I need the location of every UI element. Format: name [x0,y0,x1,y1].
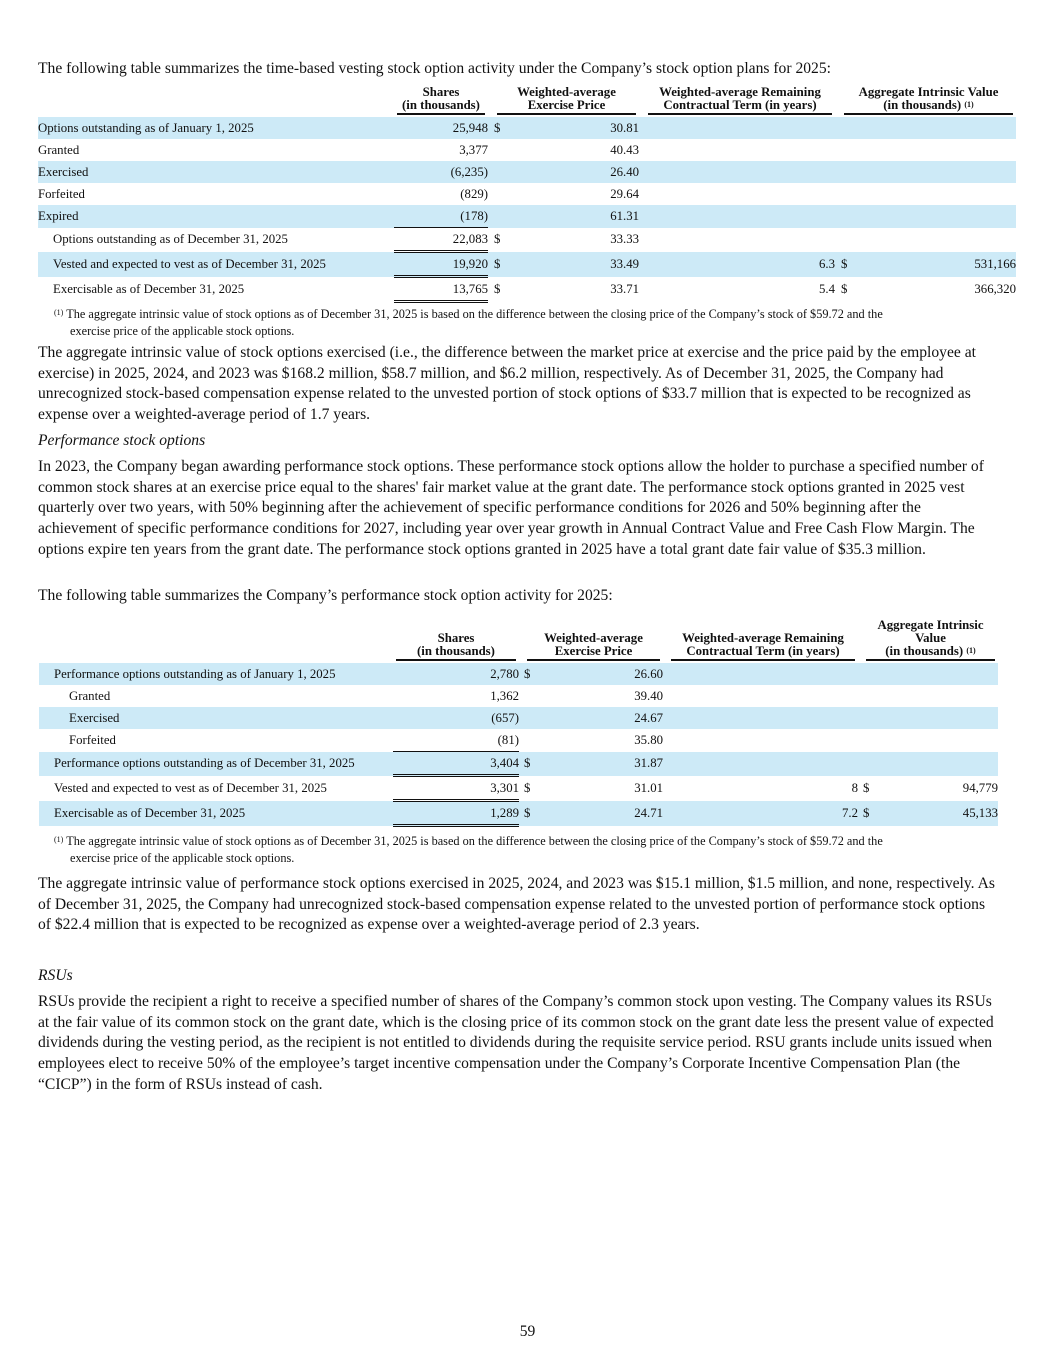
col-header-intrinsic-value: Aggregate Intrinsic Value (in thousands) $^{(1)}$ [863,619,998,663]
paragraph-options-exercised: The aggregate intrinsic value of stock options exercised (i.e., the difference between the market price at exercise and the price paid by the employee at exercise) in 2025, 2024, and 2023 was $168.2 million, $58.7 million, and $6.2 million, respectively. As of December 31, 2025, the Company had unrecognized stock-based compensation expense related to the unvested portion of stock options of $33.7 million that is expected to be recognized as expense over a weighted-average period of 1.7 years. [38,344,976,424]
col-header-intrinsic-value: Aggregate Intrinsic Value (in thousands) $^{(1)}$ [841,86,1016,117]
table-row: Granted 1,362 39.40 [69,688,663,703]
col-header-remaining-term: Weighted-average Remaining Contractual Term (in years) [668,619,858,663]
performance-options-table [39,619,998,827]
table-row: Options outstanding as of January 1, 2025 25,948 $ 30.81 [38,117,1016,139]
table-row: Performance options outstanding as of December 31, 2025 3,404 $ 31.87 [39,752,998,776]
table1-footnote: $^{(1)}$ The aggregate intrinsic value of stock options as of December 31, 2025 is based on the difference between the closing price of the Company’s stock of $59.72 and the exercise price of the applicable stock options. [54,307,883,338]
paragraph-performance-options: In 2023, the Company began awarding performance stock options. These performance stock options allow the holder to purchase a specified number of common stock shares at an exercise price equal to the shares' fair market value at the grant date. The performance stock options granted in 2025 vest quarterly over two years, with 50% beginning after the achievement of specific performance conditions for 2026 and 50% beginning after the achievement of specific performance conditions for 2027, including year over year growth in Annual Contract Value and Free Cash Flow Margin. The options expire ten years from the grant date. The performance stock options granted in 2025 have a total grant date fair value of $35.3 million. [38,458,984,558]
table-row: Exercised (6,235) 26.40 [38,161,1016,183]
table-row: Vested and expected to vest as of December 31, 2025 19,920 $ 33.49 6.3 $ 531,166 [38,252,1016,277]
table-row: Exercisable as of December 31, 2025 1,289 $ 24.71 7.2 $ 45,133 [39,801,998,826]
table2-footnote: $^{(1)}$ The aggregate intrinsic value of stock options as of December 31, 2025 is based on the difference between the closing price of the Company’s stock of $59.72 and the exercise price of the applicable stock options. [54,834,883,865]
table-header-row [39,619,998,663]
table-row: Granted 3,377 40.43 [38,142,639,157]
table-row: Performance options outstanding as of January 1, 2025 2,780 $ 26.60 [39,663,998,685]
page-number: 59 [519,1323,536,1340]
table-row: Options outstanding as of December 31, 2025 22,083 $ 33.33 [38,228,1016,252]
time-based-options-table [38,86,1016,303]
table-row: Vested and expected to vest as of December 31, 2025 3,301 $ 31.01 8 $ 94,779 [39,776,998,801]
paragraph-performance-exercised: The aggregate intrinsic value of performance stock options exercised in 2025, 2024, and 2023 was $15.1 million, $1.5 million, and none, respectively. As of December 31, 2025, the Company had unrecognized stock-based compensation expense related to the unvested portion of performance stock options of $22.4 million that is expected to be recognized as expense over a weighted-average period of 2.3 years. [38,875,995,934]
col-header-exercise-price: Weighted-average Exercise Price [524,619,663,663]
table2-intro: The following table summarizes the Company’s performance stock option activity for 2025: [38,587,613,604]
table-header-row [38,86,1016,117]
heading-performance-stock-options: Performance stock options [38,432,206,449]
table-row: Exercised (657) 24.67 [39,707,998,729]
paragraph-rsus: RSUs provide the recipient a right to receive a specified number of shares of the Company’s common stock upon vesting. The Company values its RSUs at the fair value of its common stock on the grant date, which is the closing price of its common stock on the grant date less the present value of expected dividends during the vesting period, as the recipient is not entitled to dividends during the requisite service period. RSU grants include units issued when employees elect to receive 50% of the employee’s target incentive compensation under the Company’s Corporate Incentive Compensation Plan (the “CICP”) in the form of RSUs instead of cash. [38,993,994,1093]
table-row: Forfeited (829) 29.64 [38,186,639,201]
col-header-remaining-term: Weighted-average Remaining Contractual Term (in years) [645,86,835,117]
table-row: Forfeited (81) 35.80 [39,729,998,752]
heading-rsus: RSUs [38,967,73,984]
col-header-shares: Shares (in thousands) [394,86,488,117]
table-row: Expired (178) 61.31 [38,205,1016,228]
table-row: Exercisable as of December 31, 2025 13,765 $ 33.71 5.4 $ 366,320 [38,277,1016,302]
table1-intro: The following table summarizes the time-based vesting stock option activity under the Company’s stock option plans for 2025: [38,60,831,77]
col-header-shares: Shares (in thousands) [393,619,519,663]
col-header-exercise-price: Weighted-average Exercise Price [494,86,639,117]
